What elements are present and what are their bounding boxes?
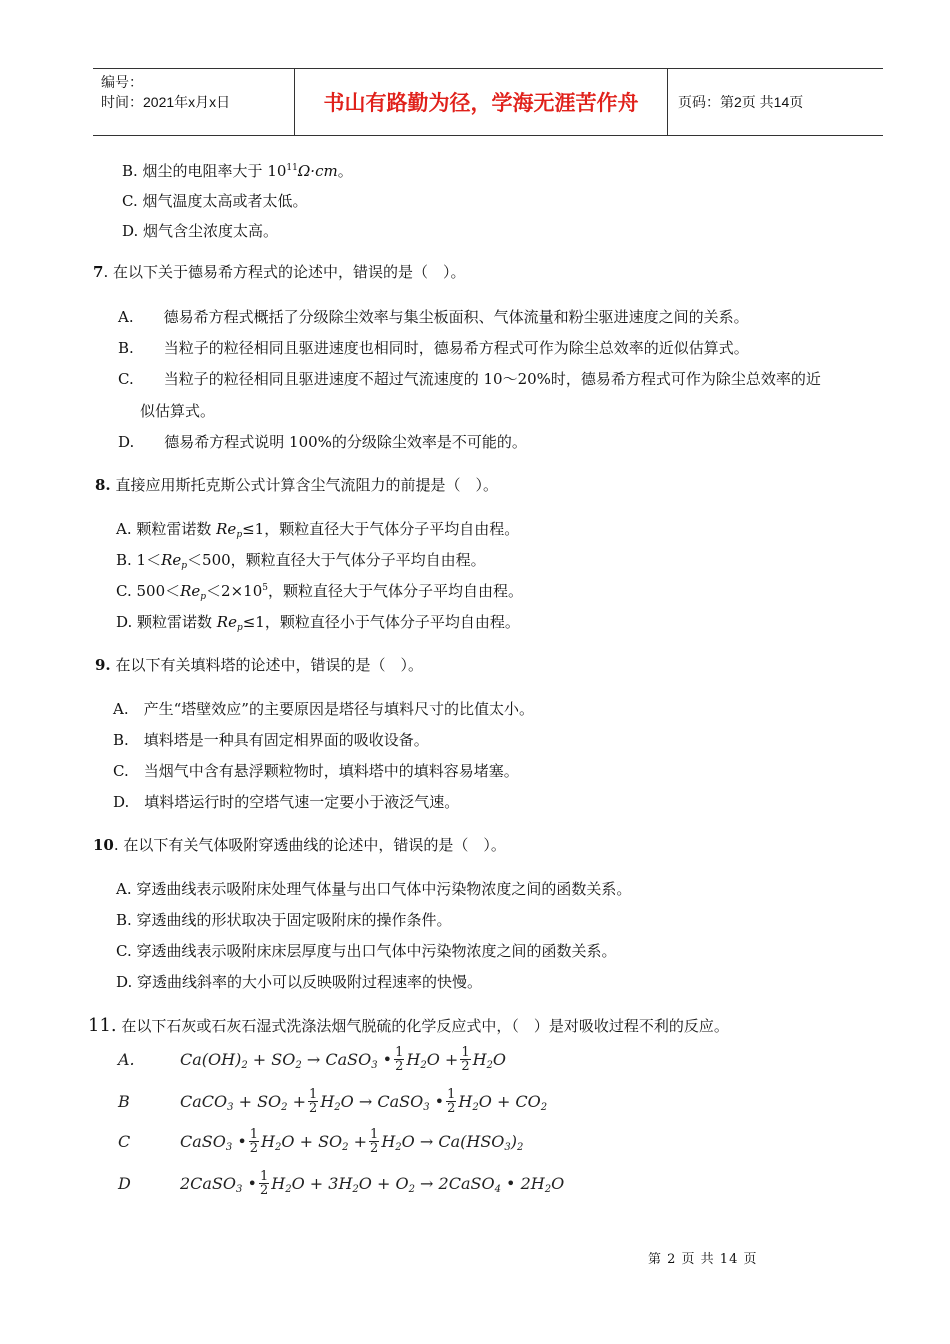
- q6-option-b: B. 烟尘的电阻率大于 $10^{11}\Omega\cdot cm$。: [122, 162, 353, 180]
- q6-option-d: D. 烟气含尘浓度太高。: [122, 222, 279, 240]
- q10-stem: 10. 在以下有关气体吸附穿透曲线的论述中，错误的是（ ）。: [93, 836, 506, 854]
- q8-option-d: D. 颗粒雷诺数 $Re_p\le 1$，颗粒直径小于气体分子平均自由程。: [116, 613, 520, 633]
- q7-option-d: D. 德易希方程式说明 100%的分级除尘效率是不可能的。: [118, 433, 527, 451]
- page-footer: 第 2 页 共 14 页: [648, 1252, 758, 1267]
- q8-option-b: B. $1<Re_p<500$，颗粒直径大于气体分子平均自由程。: [116, 551, 486, 571]
- q10-option-b: B. 穿透曲线的形状取决于固定吸附床的操作条件。: [116, 911, 452, 929]
- q10-option-a: A. 穿透曲线表示吸附床处理气体量与出口气体中污染物浓度之间的函数关系。: [116, 880, 632, 898]
- q8-option-a: A. 颗粒雷诺数 $Re_p\le 1$，颗粒直径大于气体分子平均自由程。: [116, 520, 520, 540]
- header-page-info: 页码：第2页 共14页: [678, 94, 804, 110]
- header-meta: [93, 69, 295, 135]
- page-header: [93, 68, 883, 136]
- q11-stem: 11. 在以下石灰或石灰石湿式洗涤法烟气脱硫的化学反应式中，（ ）是对吸收过程不利的反应。: [88, 1015, 729, 1036]
- q7-option-c-cont: 似估算式。: [140, 402, 216, 420]
- q8-stem: 8. 直接应用斯托克斯公式计算含尘气流阻力的前提是（ ）。: [95, 476, 498, 494]
- time-label: 时间：2021年x月x日: [101, 94, 231, 110]
- q11-equation-b: B CaCO$_3$ + $SO_2$ + $\frac{1}{2}$ $H_2O$ → CaSO$_3$ • $\frac{1}{2}$ $H_2O + CO_2$: [118, 1087, 548, 1116]
- q7-stem: 7. 在以下关于德易希方程式的论述中，错误的是（ ）。: [93, 263, 466, 281]
- q7-option-c: C. 当粒子的粒径相同且驱进速度不超过气流速度的 10～20%时，德易希方程式可作为除尘总效率的近: [118, 370, 821, 388]
- q7-option-a: A. 德易希方程式概括了分级除尘效率与集尘板面积、气体流量和粉尘驱进速度之间的关系。: [118, 308, 749, 326]
- code-label: 编号：: [101, 74, 143, 90]
- q10-option-d: D. 穿透曲线斜率的大小可以反映吸附过程速率的快慢。: [116, 973, 483, 991]
- q11-equation-d: D 2CaSO$_3$ • $\frac{1}{2}$ $H_2O + 3H_2O + O_2$ → 2CaSO$_4$ • $2H_2O$: [118, 1169, 565, 1198]
- q7-option-b: B. 当粒子的粒径相同且驱进速度也相同时，德易希方程式可作为除尘总效率的近似估算式。: [118, 339, 749, 357]
- q10-option-c: C. 穿透曲线表示吸附床床层厚度与出口气体中污染物浓度之间的函数关系。: [116, 942, 617, 960]
- header-motto: 书山有路勤为径，学海无涯苦作舟: [295, 69, 668, 135]
- q11-equation-c: C CaSO$_3$ • $\frac{1}{2}$ $H_2O + SO_2$ + $\frac{1}{2}$ $H_2O \to Ca(HSO_3)_2$: [118, 1127, 524, 1156]
- q8-option-c: C. $500<Re_p<2\times 10^5$，颗粒直径大于气体分子平均自由程。: [116, 582, 523, 602]
- q9-stem: 9. 在以下有关填料塔的论述中，错误的是（ ）。: [95, 656, 423, 674]
- q9-option-a: A. 产生“塔壁效应”的主要原因是塔径与填料尺寸的比值太小。: [113, 700, 534, 718]
- q11-equation-a: A. $Ca(OH)_2 + SO_2$ → CaSO$_3$ • $\frac{1}{2}$ $H_2O$ + $\frac{1}{2}$ $H_2O$: [118, 1045, 507, 1074]
- q9-option-b: B. 填料塔是一种具有固定相界面的吸收设备。: [113, 731, 429, 749]
- q9-option-c: C. 当烟气中含有悬浮颗粒物时，填料塔中的填料容易堵塞。: [113, 762, 519, 780]
- q9-option-d: D. 填料塔运行时的空塔气速一定要小于液泛气速。: [113, 793, 460, 811]
- q6-option-c: C. 烟气温度太高或者太低。: [122, 192, 308, 210]
